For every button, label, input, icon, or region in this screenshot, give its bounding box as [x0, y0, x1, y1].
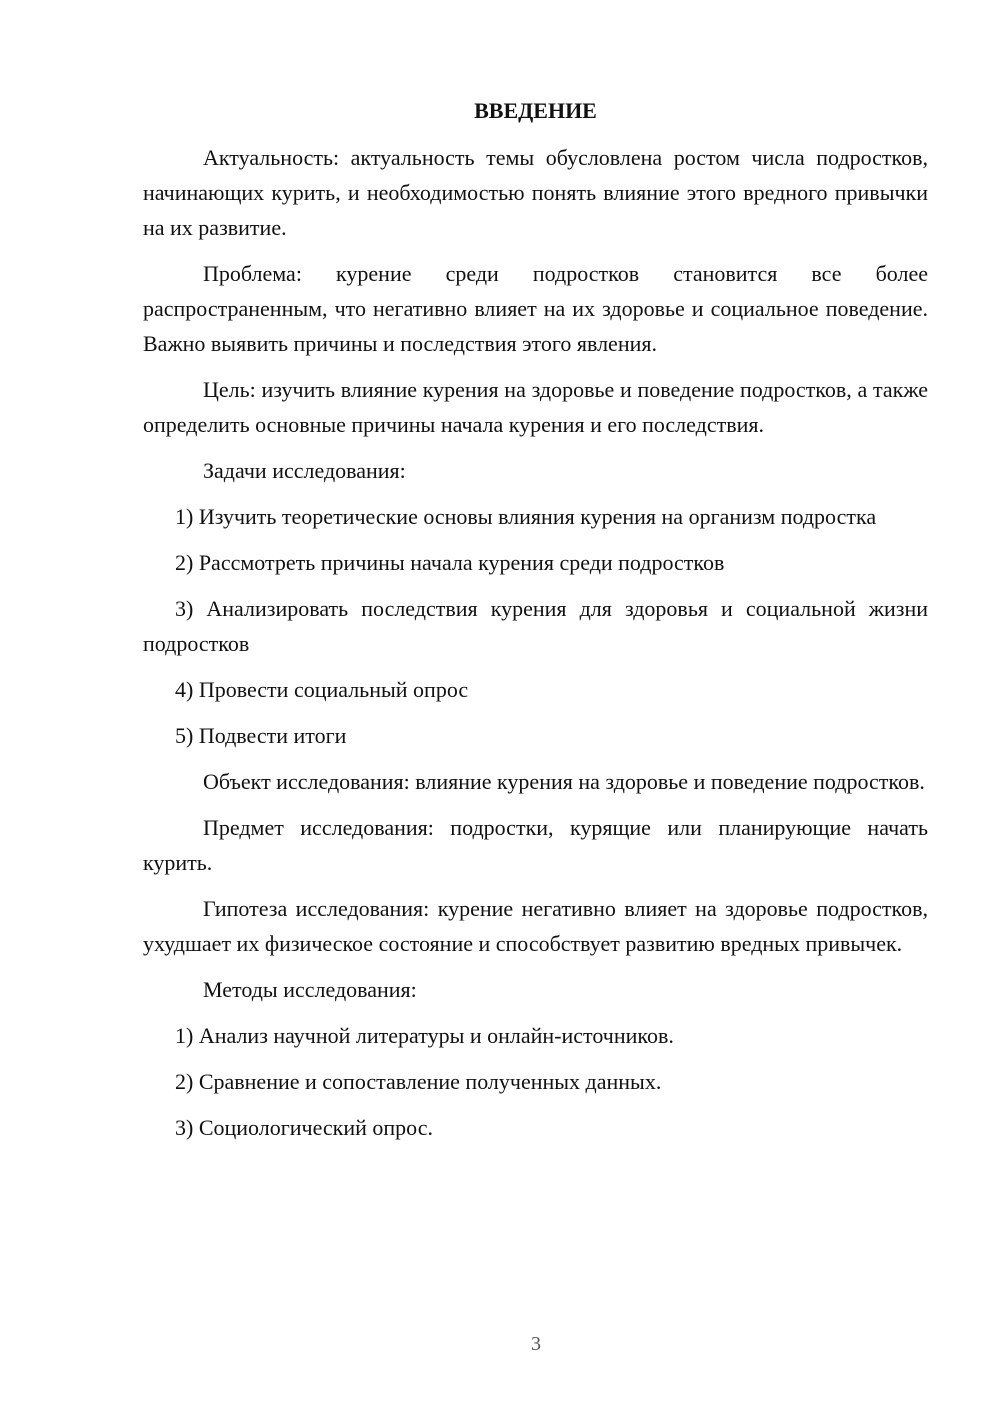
method-item-2: 2) Сравнение и сопоставление полученных данных.	[175, 1069, 662, 1094]
task-item-3: 3) Анализировать последствия курения для здоровья и социальной жизни подростков	[143, 596, 928, 656]
method-item-3: 3) Социологический опрос.	[175, 1115, 433, 1140]
methods-heading: Методы исследования:	[203, 977, 417, 1002]
task-item-4: 4) Провести социальный опрос	[175, 677, 469, 702]
subject-paragraph: Предмет исследования: подростки, курящие или планирующие начать курить.	[143, 815, 928, 875]
task-item-1: 1) Изучить теоретические основы влияния курения на организм подростка	[175, 504, 877, 529]
document-page	[143, 96, 928, 1156]
object-paragraph: Объект исследования: влияние курения на здоровье и поведение подростков.	[203, 769, 925, 794]
tasks-heading: Задачи исследования:	[203, 458, 406, 483]
method-item-1: 1) Анализ научной литературы и онлайн-источников.	[175, 1023, 674, 1048]
problem-paragraph: Проблема: курение среди подростков становится все более распространенным, что негативно влияет на их здоровье и социальное поведение. Важно выявить причины и последствия этого явления.	[143, 261, 928, 356]
task-item-2: 2) Рассмотреть причины начала курения среди подростков	[175, 550, 725, 575]
goal-paragraph: Цель: изучить влияние курения на здоровье и поведение подростков, а также определить основные причины начала курения и его последствия.	[143, 377, 928, 437]
hypothesis-paragraph: Гипотеза исследования: курение негативно влияет на здоровье подростков, ухудшает их физическое состояние и способствует развитию вредных привычек.	[143, 896, 928, 956]
task-item-5: 5) Подвести итоги	[175, 723, 347, 748]
section-title: ВВЕДЕНИЕ	[474, 98, 597, 123]
page-number: 3	[531, 1333, 541, 1355]
relevance-paragraph: Актуальность: актуальность темы обусловлена ростом числа подростков, начинающих курить, и необходимостью понять влияние этого вредного привычки на их развитие.	[143, 145, 928, 240]
